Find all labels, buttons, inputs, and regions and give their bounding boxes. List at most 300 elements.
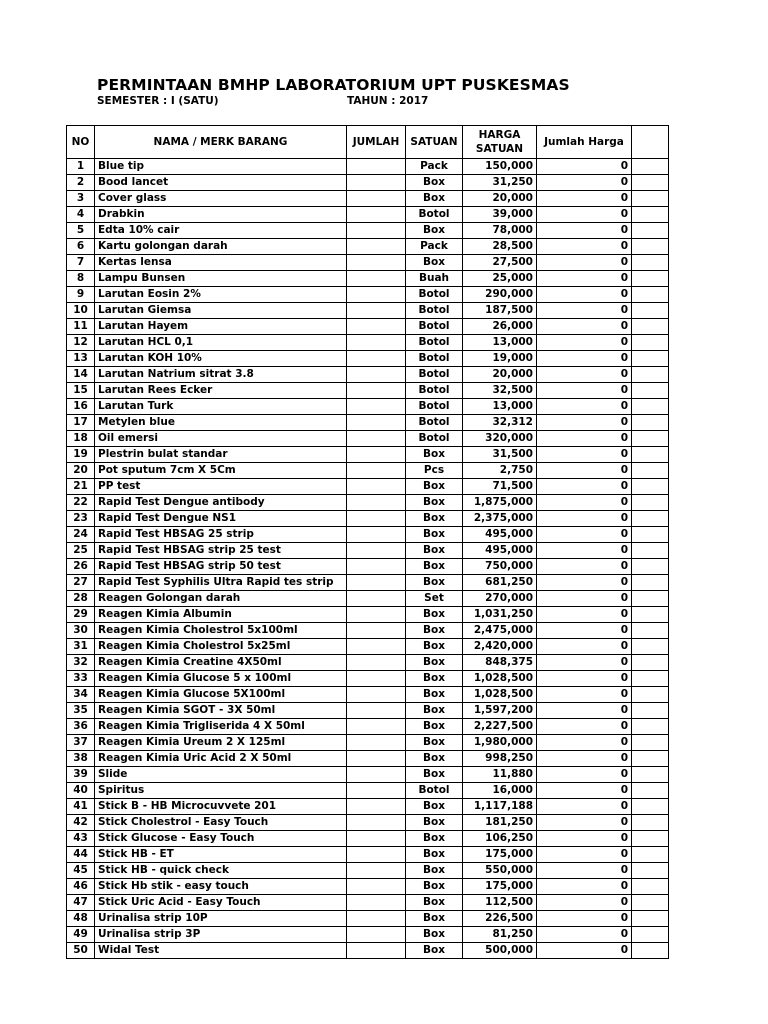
total-price-cell: 0	[537, 863, 632, 879]
item-name: Reagen Kimia Uric Acid 2 X 50ml	[95, 751, 347, 767]
item-name: Stick Glucose - Easy Touch	[95, 831, 347, 847]
unit-cell: Botol	[406, 431, 463, 447]
extra-cell	[632, 719, 669, 735]
item-name: Rapid Test Dengue NS1	[95, 511, 347, 527]
table-row	[67, 751, 669, 767]
quantity-cell	[347, 303, 406, 319]
unit-cell: Box	[406, 911, 463, 927]
item-name: Reagen Kimia Cholestrol 5x100ml	[95, 623, 347, 639]
unit-price-cell: 112,500	[463, 895, 537, 911]
unit-price-cell: 1,597,200	[463, 703, 537, 719]
quantity-cell	[347, 927, 406, 943]
table-row	[67, 943, 669, 959]
row-number: 2	[67, 175, 95, 191]
item-name: Rapid Test HBSAG 25 strip	[95, 527, 347, 543]
table-row	[67, 703, 669, 719]
extra-cell	[632, 479, 669, 495]
table-row	[67, 399, 669, 415]
item-name: Metylen blue	[95, 415, 347, 431]
total-price-cell: 0	[537, 271, 632, 287]
extra-cell	[632, 351, 669, 367]
unit-price-cell: 187,500	[463, 303, 537, 319]
unit-price-cell: 11,880	[463, 767, 537, 783]
extra-cell	[632, 767, 669, 783]
extra-cell	[632, 415, 669, 431]
quantity-cell	[347, 815, 406, 831]
item-name: Lampu Bunsen	[95, 271, 347, 287]
row-number: 8	[67, 271, 95, 287]
item-name: Rapid Test Syphilis Ultra Rapid tes strip	[95, 575, 347, 591]
row-number: 40	[67, 783, 95, 799]
extra-cell	[632, 639, 669, 655]
table-row	[67, 847, 669, 863]
unit-cell: Botol	[406, 383, 463, 399]
unit-price-cell: 1,031,250	[463, 607, 537, 623]
total-price-cell: 0	[537, 879, 632, 895]
extra-cell	[632, 287, 669, 303]
unit-cell: Box	[406, 671, 463, 687]
total-price-cell: 0	[537, 575, 632, 591]
unit-cell: Box	[406, 511, 463, 527]
unit-cell: Box	[406, 831, 463, 847]
unit-price-cell: 320,000	[463, 431, 537, 447]
extra-cell	[632, 527, 669, 543]
row-number: 34	[67, 687, 95, 703]
item-name: Kartu golongan darah	[95, 239, 347, 255]
row-number: 43	[67, 831, 95, 847]
extra-cell	[632, 383, 669, 399]
total-price-cell: 0	[537, 335, 632, 351]
extra-cell	[632, 447, 669, 463]
quantity-cell	[347, 639, 406, 655]
unit-price-cell: 175,000	[463, 847, 537, 863]
total-price-cell: 0	[537, 399, 632, 415]
unit-price-cell: 550,000	[463, 863, 537, 879]
row-number: 38	[67, 751, 95, 767]
extra-cell	[632, 847, 669, 863]
row-number: 41	[67, 799, 95, 815]
table-row	[67, 527, 669, 543]
extra-cell	[632, 463, 669, 479]
quantity-cell	[347, 351, 406, 367]
unit-cell: Botol	[406, 351, 463, 367]
unit-cell: Box	[406, 479, 463, 495]
extra-cell	[632, 319, 669, 335]
unit-cell: Botol	[406, 207, 463, 223]
table-row	[67, 463, 669, 479]
quantity-cell	[347, 495, 406, 511]
table-header-row	[67, 126, 669, 159]
unit-price-cell: 495,000	[463, 543, 537, 559]
row-number: 23	[67, 511, 95, 527]
table-row	[67, 159, 669, 175]
total-price-cell: 0	[537, 815, 632, 831]
quantity-cell	[347, 447, 406, 463]
quantity-cell	[347, 207, 406, 223]
row-number: 48	[67, 911, 95, 927]
item-name: Reagen Kimia Glucose 5X100ml	[95, 687, 347, 703]
table-row	[67, 223, 669, 239]
row-number: 36	[67, 719, 95, 735]
extra-cell	[632, 751, 669, 767]
item-name: Plestrin bulat standar	[95, 447, 347, 463]
extra-cell	[632, 735, 669, 751]
table-row	[67, 303, 669, 319]
header-item-name: NAMA / MERK BARANG	[95, 126, 347, 159]
unit-price-cell: 500,000	[463, 943, 537, 959]
unit-cell: Botol	[406, 399, 463, 415]
row-number: 39	[67, 767, 95, 783]
item-name: Edta 10% cair	[95, 223, 347, 239]
unit-price-cell: 20,000	[463, 367, 537, 383]
unit-price-cell: 28,500	[463, 239, 537, 255]
item-name: Bood lancet	[95, 175, 347, 191]
unit-price-cell: 226,500	[463, 911, 537, 927]
table-row	[67, 815, 669, 831]
quantity-cell	[347, 527, 406, 543]
item-name: Urinalisa strip 10P	[95, 911, 347, 927]
table-row	[67, 495, 669, 511]
total-price-cell: 0	[537, 703, 632, 719]
header-no: NO	[67, 126, 95, 159]
quantity-cell	[347, 623, 406, 639]
table-row	[67, 207, 669, 223]
total-price-cell: 0	[537, 751, 632, 767]
total-price-cell: 0	[537, 223, 632, 239]
item-name: Larutan HCL 0,1	[95, 335, 347, 351]
header-total-price: Jumlah Harga	[537, 126, 632, 159]
extra-cell	[632, 943, 669, 959]
item-name: Larutan Turk	[95, 399, 347, 415]
item-name: Stick B - HB Microcuvvete 201	[95, 799, 347, 815]
total-price-cell: 0	[537, 623, 632, 639]
unit-price-cell: 31,250	[463, 175, 537, 191]
row-number: 14	[67, 367, 95, 383]
unit-cell: Botol	[406, 367, 463, 383]
extra-cell	[632, 783, 669, 799]
extra-cell	[632, 399, 669, 415]
unit-cell: Box	[406, 879, 463, 895]
document-title: PERMINTAAN BMHP LABORATORIUM UPT PUSKESMAS	[97, 76, 570, 94]
header-unit-price: HARGA SATUAN	[463, 126, 537, 159]
table-row	[67, 719, 669, 735]
quantity-cell	[347, 575, 406, 591]
extra-cell	[632, 687, 669, 703]
table-row	[67, 607, 669, 623]
item-name: PP test	[95, 479, 347, 495]
quantity-cell	[347, 831, 406, 847]
item-name: Urinalisa strip 3P	[95, 927, 347, 943]
extra-cell	[632, 927, 669, 943]
unit-cell: Box	[406, 623, 463, 639]
item-name: Larutan Eosin 2%	[95, 287, 347, 303]
table-row	[67, 655, 669, 671]
item-name: Stick Hb stik - easy touch	[95, 879, 347, 895]
table-row	[67, 783, 669, 799]
table-row	[67, 271, 669, 287]
unit-cell: Box	[406, 895, 463, 911]
table-row	[67, 367, 669, 383]
total-price-cell: 0	[537, 543, 632, 559]
row-number: 46	[67, 879, 95, 895]
table-body	[67, 159, 669, 959]
total-price-cell: 0	[537, 495, 632, 511]
quantity-cell	[347, 943, 406, 959]
table-row	[67, 591, 669, 607]
total-price-cell: 0	[537, 479, 632, 495]
quantity-cell	[347, 863, 406, 879]
unit-price-cell: 16,000	[463, 783, 537, 799]
item-name: Rapid Test HBSAG strip 50 test	[95, 559, 347, 575]
row-number: 11	[67, 319, 95, 335]
table-row	[67, 575, 669, 591]
table-row	[67, 287, 669, 303]
extra-cell	[632, 879, 669, 895]
quantity-cell	[347, 847, 406, 863]
quantity-cell	[347, 319, 406, 335]
extra-cell	[632, 367, 669, 383]
total-price-cell: 0	[537, 591, 632, 607]
extra-cell	[632, 495, 669, 511]
row-number: 26	[67, 559, 95, 575]
quantity-cell	[347, 655, 406, 671]
item-name: Reagen Kimia SGOT - 3X 50ml	[95, 703, 347, 719]
item-name: Larutan Natrium sitrat 3.8	[95, 367, 347, 383]
unit-cell: Botol	[406, 319, 463, 335]
request-table	[66, 125, 669, 959]
quantity-cell	[347, 479, 406, 495]
table-row	[67, 831, 669, 847]
quantity-cell	[347, 911, 406, 927]
unit-cell: Box	[406, 735, 463, 751]
item-name: Widal Test	[95, 943, 347, 959]
row-number: 6	[67, 239, 95, 255]
unit-cell: Box	[406, 719, 463, 735]
quantity-cell	[347, 703, 406, 719]
row-number: 31	[67, 639, 95, 655]
total-price-cell: 0	[537, 383, 632, 399]
item-name: Larutan Giemsa	[95, 303, 347, 319]
unit-price-cell: 25,000	[463, 271, 537, 287]
item-name: Reagen Kimia Creatine 4X50ml	[95, 655, 347, 671]
quantity-cell	[347, 799, 406, 815]
row-number: 15	[67, 383, 95, 399]
unit-cell: Box	[406, 639, 463, 655]
total-price-cell: 0	[537, 303, 632, 319]
unit-price-cell: 78,000	[463, 223, 537, 239]
total-price-cell: 0	[537, 239, 632, 255]
unit-price-cell: 26,000	[463, 319, 537, 335]
row-number: 3	[67, 191, 95, 207]
item-name: Kertas lensa	[95, 255, 347, 271]
quantity-cell	[347, 159, 406, 175]
unit-cell: Pcs	[406, 463, 463, 479]
unit-cell: Box	[406, 687, 463, 703]
table-row	[67, 671, 669, 687]
total-price-cell: 0	[537, 319, 632, 335]
total-price-cell: 0	[537, 639, 632, 655]
total-price-cell: 0	[537, 831, 632, 847]
unit-price-cell: 2,375,000	[463, 511, 537, 527]
unit-cell: Botol	[406, 783, 463, 799]
item-name: Slide	[95, 767, 347, 783]
extra-cell	[632, 255, 669, 271]
quantity-cell	[347, 719, 406, 735]
unit-price-cell: 848,375	[463, 655, 537, 671]
quantity-cell	[347, 463, 406, 479]
row-number: 25	[67, 543, 95, 559]
item-name: Reagen Golongan darah	[95, 591, 347, 607]
total-price-cell: 0	[537, 799, 632, 815]
total-price-cell: 0	[537, 895, 632, 911]
unit-cell: Pack	[406, 239, 463, 255]
row-number: 16	[67, 399, 95, 415]
quantity-cell	[347, 239, 406, 255]
table-row	[67, 927, 669, 943]
total-price-cell: 0	[537, 607, 632, 623]
total-price-cell: 0	[537, 367, 632, 383]
total-price-cell: 0	[537, 159, 632, 175]
unit-cell: Box	[406, 223, 463, 239]
item-name: Stick HB - quick check	[95, 863, 347, 879]
quantity-cell	[347, 431, 406, 447]
row-number: 10	[67, 303, 95, 319]
total-price-cell: 0	[537, 431, 632, 447]
header-extra	[632, 126, 669, 159]
table-row	[67, 543, 669, 559]
item-name: Reagen Kimia Albumin	[95, 607, 347, 623]
unit-cell: Box	[406, 927, 463, 943]
row-number: 24	[67, 527, 95, 543]
item-name: Cover glass	[95, 191, 347, 207]
extra-cell	[632, 543, 669, 559]
extra-cell	[632, 671, 669, 687]
item-name: Stick HB - ET	[95, 847, 347, 863]
unit-cell: Box	[406, 863, 463, 879]
year-label: TAHUN : 2017	[347, 95, 429, 107]
row-number: 19	[67, 447, 95, 463]
total-price-cell: 0	[537, 719, 632, 735]
extra-cell	[632, 223, 669, 239]
unit-price-cell: 998,250	[463, 751, 537, 767]
unit-cell: Box	[406, 943, 463, 959]
total-price-cell: 0	[537, 447, 632, 463]
total-price-cell: 0	[537, 927, 632, 943]
unit-cell: Box	[406, 815, 463, 831]
row-number: 30	[67, 623, 95, 639]
table-row	[67, 559, 669, 575]
semester-label: SEMESTER : I (SATU)	[97, 95, 219, 107]
total-price-cell: 0	[537, 351, 632, 367]
quantity-cell	[347, 767, 406, 783]
quantity-cell	[347, 287, 406, 303]
item-name: Larutan Hayem	[95, 319, 347, 335]
unit-cell: Box	[406, 607, 463, 623]
table-row	[67, 383, 669, 399]
row-number: 12	[67, 335, 95, 351]
unit-price-cell: 39,000	[463, 207, 537, 223]
table-row	[67, 479, 669, 495]
row-number: 1	[67, 159, 95, 175]
header-unit: SATUAN	[406, 126, 463, 159]
unit-cell: Box	[406, 847, 463, 863]
extra-cell	[632, 911, 669, 927]
quantity-cell	[347, 335, 406, 351]
table-row	[67, 175, 669, 191]
total-price-cell: 0	[537, 783, 632, 799]
unit-cell: Botol	[406, 303, 463, 319]
row-number: 49	[67, 927, 95, 943]
row-number: 4	[67, 207, 95, 223]
item-name: Spiritus	[95, 783, 347, 799]
quantity-cell	[347, 879, 406, 895]
total-price-cell: 0	[537, 287, 632, 303]
row-number: 7	[67, 255, 95, 271]
row-number: 28	[67, 591, 95, 607]
quantity-cell	[347, 687, 406, 703]
row-number: 13	[67, 351, 95, 367]
total-price-cell: 0	[537, 847, 632, 863]
item-name: Drabkin	[95, 207, 347, 223]
unit-cell: Botol	[406, 415, 463, 431]
quantity-cell	[347, 415, 406, 431]
unit-cell: Box	[406, 255, 463, 271]
extra-cell	[632, 575, 669, 591]
extra-cell	[632, 623, 669, 639]
quantity-cell	[347, 607, 406, 623]
row-number: 9	[67, 287, 95, 303]
unit-price-cell: 32,500	[463, 383, 537, 399]
total-price-cell: 0	[537, 735, 632, 751]
table-row	[67, 895, 669, 911]
unit-price-cell: 2,227,500	[463, 719, 537, 735]
row-number: 45	[67, 863, 95, 879]
unit-cell: Box	[406, 527, 463, 543]
table-row	[67, 255, 669, 271]
table-row	[67, 431, 669, 447]
table-row	[67, 639, 669, 655]
table-row	[67, 511, 669, 527]
unit-price-cell: 1,028,500	[463, 687, 537, 703]
item-name: Oil emersi	[95, 431, 347, 447]
unit-cell: Box	[406, 655, 463, 671]
extra-cell	[632, 191, 669, 207]
table-row	[67, 351, 669, 367]
unit-cell: Box	[406, 751, 463, 767]
header-quantity: JUMLAH	[347, 126, 406, 159]
quantity-cell	[347, 271, 406, 287]
extra-cell	[632, 591, 669, 607]
quantity-cell	[347, 255, 406, 271]
row-number: 47	[67, 895, 95, 911]
extra-cell	[632, 239, 669, 255]
row-number: 32	[67, 655, 95, 671]
item-name: Rapid Test HBSAG strip 25 test	[95, 543, 347, 559]
total-price-cell: 0	[537, 559, 632, 575]
extra-cell	[632, 159, 669, 175]
unit-cell: Box	[406, 191, 463, 207]
quantity-cell	[347, 783, 406, 799]
unit-price-cell: 2,420,000	[463, 639, 537, 655]
row-number: 18	[67, 431, 95, 447]
unit-price-cell: 13,000	[463, 335, 537, 351]
unit-cell: Box	[406, 767, 463, 783]
total-price-cell: 0	[537, 687, 632, 703]
table-row	[67, 879, 669, 895]
quantity-cell	[347, 175, 406, 191]
unit-cell: Pack	[406, 159, 463, 175]
table-row	[67, 799, 669, 815]
